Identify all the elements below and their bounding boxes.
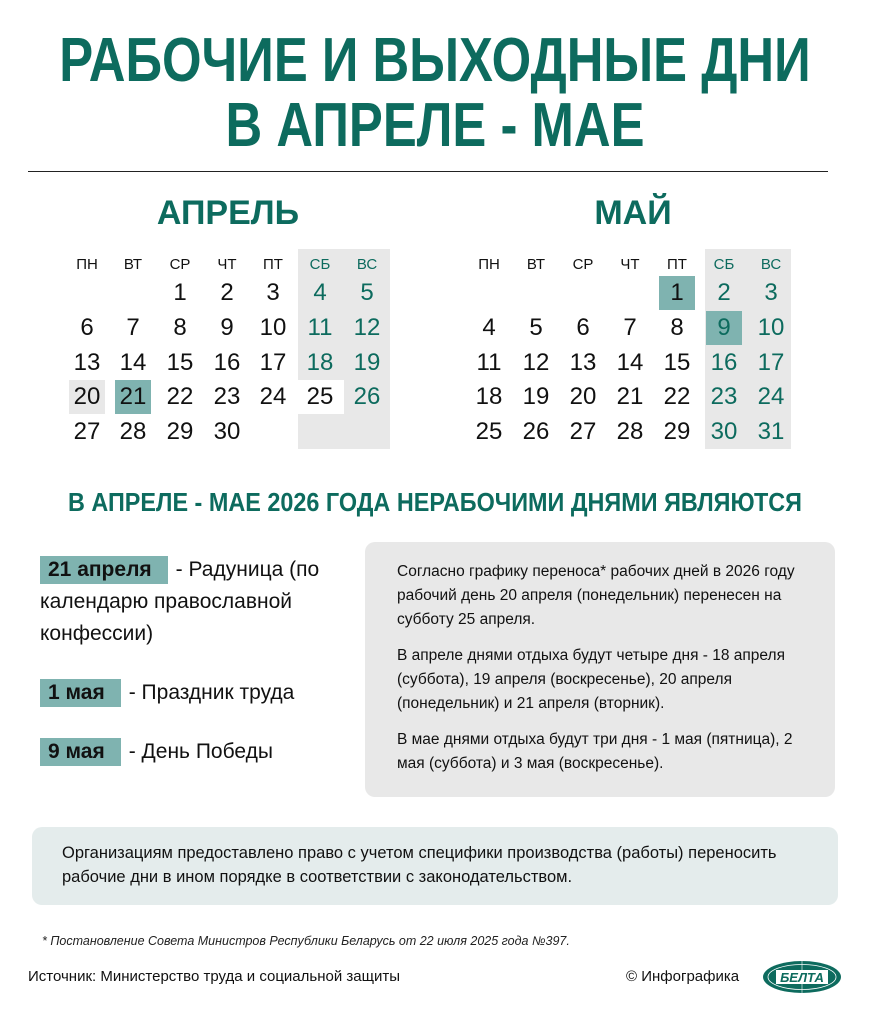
calendar-day: 19	[353, 349, 381, 376]
calendar-day: 27	[569, 418, 597, 445]
calendar-day: 1	[173, 279, 187, 306]
calendar-day: 10	[259, 314, 287, 341]
calendar-day: 25	[296, 380, 344, 414]
title-line-1	[59, 26, 811, 95]
weekday-header: ЧТ	[217, 256, 237, 273]
calendar-day: 12	[353, 314, 381, 341]
calendar-day: 6	[80, 314, 94, 341]
calendar-day: 7	[623, 314, 637, 341]
calendar-day: 24	[259, 383, 287, 410]
holiday-date-badge: 9 мая	[40, 738, 121, 766]
calendar-day: 29	[166, 418, 194, 445]
calendar-day: 11	[307, 314, 333, 341]
weekday-header: ВТ	[526, 256, 546, 273]
calendar-day: 16	[710, 349, 738, 376]
calendar-day: 12	[522, 349, 550, 376]
calendar-day: 15	[166, 349, 194, 376]
weekday-header: ЧТ	[620, 256, 640, 273]
calendar-day: 23	[213, 383, 241, 410]
calendar-day: 23	[710, 383, 738, 410]
calendar-day: 19	[522, 383, 550, 410]
calendar-day: 2	[717, 279, 731, 306]
calendar-day: 31	[757, 418, 785, 445]
calendar-day: 3	[764, 279, 778, 306]
calendar-day: 6	[576, 314, 590, 341]
calendar-day: 9	[706, 311, 742, 345]
calendar-day: 17	[757, 349, 785, 376]
calendar-day: 30	[710, 418, 738, 445]
calendar-day: 4	[313, 279, 327, 306]
info-paragraph: В апреле днями отдыха будут четыре дня - 18 апреля (суббота), 19 апреля (воскресенье), 20 апреля (понедельник) и 21 апреля (вторник).	[397, 647, 785, 712]
calendar-day: 13	[569, 349, 597, 376]
info-box	[365, 542, 835, 797]
calendar-day: 14	[616, 349, 644, 376]
month-title-may: МАЙ	[594, 194, 672, 232]
calendar-day: 1	[659, 276, 695, 310]
calendar-day: 13	[73, 349, 101, 376]
month-title-april: АПРЕЛЬ	[156, 194, 300, 232]
calendar-day: 29	[663, 418, 691, 445]
calendar-day: 22	[663, 383, 691, 410]
calendar-day: 16	[213, 349, 241, 376]
holiday-desc: - Праздник труда	[128, 681, 295, 704]
title-line-2	[78, 93, 791, 159]
calendar-day: 21	[115, 380, 151, 414]
calendar-day: 14	[119, 349, 147, 376]
note-box: Организациям предоставлено право с учетом специфики производства (работы) переносить рабочие дни в ином порядке в соответствии с законодательством.	[32, 827, 838, 905]
calendar-day: 30	[213, 418, 241, 445]
weekday-header: ПН	[76, 256, 98, 273]
source: Источник: Министерство труда и социальной защиты	[28, 968, 400, 985]
weekday-header: ПН	[478, 256, 500, 273]
calendar-day: 18	[306, 349, 334, 376]
info-paragraph: В мае днями отдыха будут три дня - 1 мая (пятница), 2 мая (суббота) и 3 мая (воскресенье).	[397, 731, 793, 772]
calendar-day: 18	[475, 383, 503, 410]
weekday-header: СБ	[713, 256, 735, 273]
calendar-day: 24	[757, 383, 785, 410]
title-line-1-text: РАБОЧИЕ И ВЫХОДНЫЕ ДНИ	[59, 26, 811, 95]
weekday-header: СР	[572, 256, 594, 273]
calendar-day: 17	[259, 349, 287, 376]
calendar-day: 8	[173, 314, 187, 341]
calendar-day: 5	[360, 279, 374, 306]
info-paragraph: Согласно графику переноса* рабочих дней в 2026 году рабочий день 20 апреля (понедельник) перенесен на субботу 25 апреля.	[397, 563, 795, 628]
holidays-heading-text: В АПРЕЛЕ - МАЕ 2026 ГОДА НЕРАБОЧИМИ ДНЯМИ ЯВЛЯЮТСЯ	[67, 487, 803, 517]
calendar-day: 22	[166, 383, 194, 410]
calendar-day: 26	[522, 418, 550, 445]
calendar-day: 21	[616, 383, 644, 410]
belta-logo	[762, 960, 842, 994]
calendar-day: 8	[670, 314, 684, 341]
weekday-header: ПТ	[263, 256, 283, 273]
calendar-day: 26	[353, 383, 381, 410]
weekday-header: ВС	[356, 256, 378, 273]
divider	[28, 171, 828, 172]
holiday-item	[40, 554, 360, 650]
calendar-day: 11	[476, 349, 502, 376]
calendar-day: 9	[220, 314, 234, 341]
calendar-day: 28	[616, 418, 644, 445]
holiday-desc: - Радуница (по календарю православной конфессии)	[40, 558, 320, 645]
title-line-2-text: В АПРЕЛЕ - МАЕ	[225, 91, 645, 160]
weekday-header: ВС	[760, 256, 782, 273]
calendar-day: 15	[663, 349, 691, 376]
holiday-date-badge: 21 апреля	[40, 556, 168, 584]
calendar-day: 4	[482, 314, 496, 341]
holiday-date-badge: 1 мая	[40, 679, 121, 707]
calendar-day: 20	[569, 383, 597, 410]
calendar-day: 3	[266, 279, 280, 306]
weekday-header: ПТ	[667, 256, 687, 273]
calendar-day: 20	[69, 380, 105, 414]
calendar-day: 25	[475, 418, 503, 445]
svg-text:БЕЛТА: БЕЛТА	[780, 970, 824, 985]
holiday-desc: - День Победы	[128, 740, 273, 763]
calendar-day: 27	[73, 418, 101, 445]
weekday-header: СБ	[309, 256, 331, 273]
holiday-item	[40, 736, 360, 768]
calendar-day: 28	[119, 418, 147, 445]
weekday-header: ВТ	[123, 256, 143, 273]
calendar-day: 10	[757, 314, 785, 341]
footnote: * Постановление Совета Министров Республики Беларусь от 22 июля 2025 года №397.	[42, 934, 570, 948]
holiday-item	[40, 677, 360, 709]
calendar-day: 7	[126, 314, 140, 341]
copyright: © Инфографика	[626, 968, 740, 985]
calendar-day: 2	[220, 279, 234, 306]
holidays-heading	[44, 486, 827, 518]
weekday-header: СР	[169, 256, 191, 273]
calendar-day: 5	[529, 314, 543, 341]
